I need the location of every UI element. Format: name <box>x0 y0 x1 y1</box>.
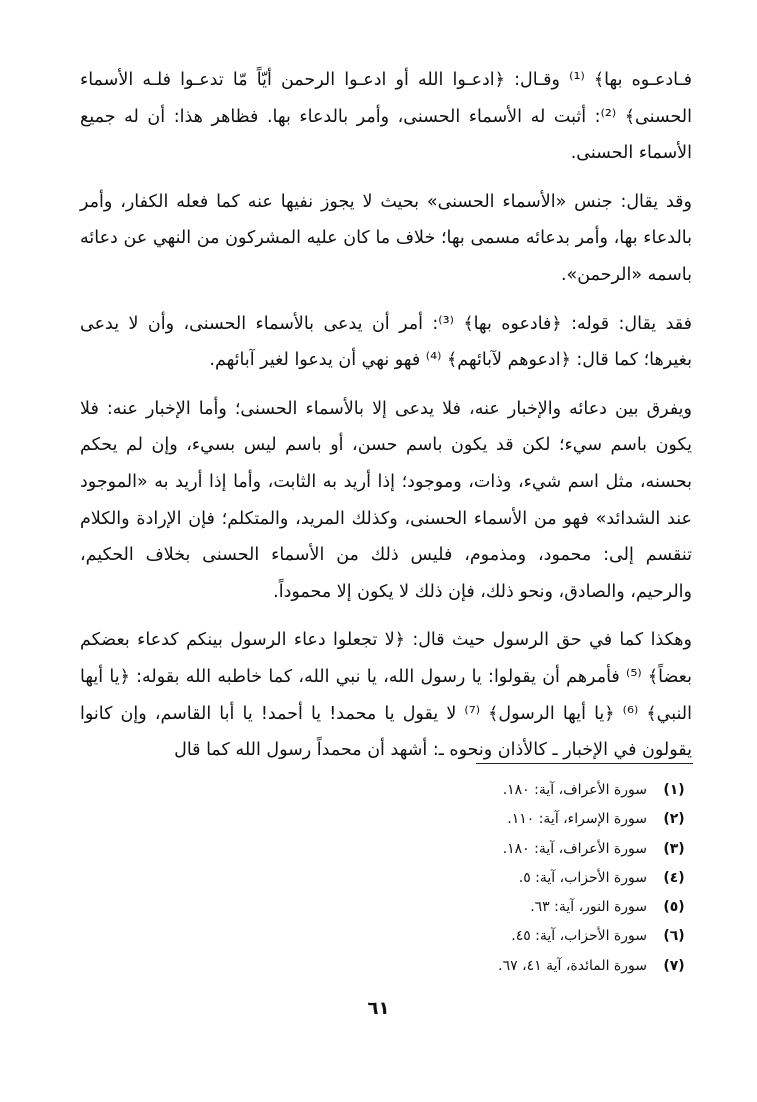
footnote-item <box>300 893 693 922</box>
paragraph-5: وهكذا كما في حق الرسول حيث قال: ﴿لا تجعلوا دعاء الرسول بينكم كدعاء بعضكم بعضاً﴾ ⁽⁵⁾ فأمرهم أن يقولوا: يا رسول الله، يا نبي الله، كما خاطبه الله بقوله: ﴿يا أيها النبي﴾ ⁽⁶⁾ ﴿يا أيها الرسول﴾ ⁽⁷⁾ لا يقول يا محمد! يا أحمد! يا أبا القاسم، وإن كانوا يقولون في الإخبار ـ كالأذان ونحوه ـ: أشهد أن محمداً رسول الله كما قال <box>80 630 692 761</box>
footnote-text: سورة المائدة، آية ٤١، ٦٧. <box>498 957 647 974</box>
footnote-number: (٦) <box>663 928 685 945</box>
footnote-text: سورة الأعراف، آية: ١٨٠. <box>502 782 647 798</box>
footnote-item <box>300 835 693 864</box>
paragraph-2: وقد يقال: جنس «الأسماء الحسنى» بحيث لا يجوز نفيها عنه كما فعله الكفار، وأمر بالدعاء بها، وأمر بدعائه مسمى بها؛ خلاف ما كان عليه المشركون من النهي عن دعائه باسمه «الرحمن». <box>80 191 692 285</box>
footnote-number: (٣) <box>663 840 685 857</box>
footnote-number: (٢) <box>663 811 685 828</box>
paragraph-4: ويفرق بين دعائه والإخبار عنه، فلا يدعى إلا بالأسماء الحسنى؛ وأما الإخبار عنه: فلا يكون باسم سيء؛ لكن قد يكون باسم حسن، أو باسم ليس بسيء، وإن لم يحكم بحسنه، مثل اسم شيء، وذات، وموجود؛ إذا أريد به الثابت، وأما إذا أريد به «الموجود عند الشدائد» فهو من الأسماء الحسنى، وكذلك المريد، والمتكلم؛ فإن الإرادة والكلام تنقسم إلى: محمود، ومذموم، فليس ذلك من الأسماء الحسنى بخلاف الحكيم، والرحيم، والصادق، ونحو ذلك، فإن ذلك لا يكون إلا محموداً. <box>80 398 692 602</box>
footnote-item <box>300 952 693 981</box>
footnote-number: (٤) <box>663 869 685 886</box>
footnote-item <box>300 864 693 893</box>
footnotes-list <box>300 776 693 981</box>
page-number: ٦١ <box>367 998 390 1019</box>
footnote-item <box>300 805 693 834</box>
footnote-number: (٧) <box>663 957 685 974</box>
footnote-text: سورة الأعراف، آية: ١٨٠. <box>502 840 647 857</box>
footnote-text: سورة الإسراء، آية: ١١٠. <box>507 811 647 828</box>
footnote-number: (٥) <box>663 899 685 916</box>
footnote-text: سورة النور، آية: ٦٣. <box>530 899 647 916</box>
footnote-separator <box>476 763 693 764</box>
footnote-item <box>300 922 693 951</box>
paragraph-3: فقد يقال: قوله: ﴿فادعوه بها﴾ ⁽³⁾: أمر أن يدعى بالأسماء الحسنى، وأن لا يدعى بغيرها؛ كما قال: ﴿ادعوهم لآبائهم﴾ ⁽⁴⁾ فهو نهي أن يدعوا لغير آبائهم. <box>80 313 692 371</box>
footnote-number: (١) <box>663 782 685 798</box>
footnote-text: سورة الأحزاب، آية: ٤٥. <box>511 928 647 945</box>
main-text-block <box>80 62 692 781</box>
footnote-item <box>300 776 693 805</box>
footnote-text: سورة الأحزاب، آية: ٥. <box>518 869 647 886</box>
paragraph-1: فـادعـوه بها﴾ ⁽¹⁾ وقـال: ﴿ادعـوا الله أو ادعـوا الرحمن أيّاً مّا تدعـوا فلـه الأسماء الحسنى﴾ ⁽²⁾: أثبت له الأسماء الحسنى، وأمر بالدعاء بها. فظاهر هذا: أن له جميع الأسماء الحسنى. <box>80 70 692 164</box>
